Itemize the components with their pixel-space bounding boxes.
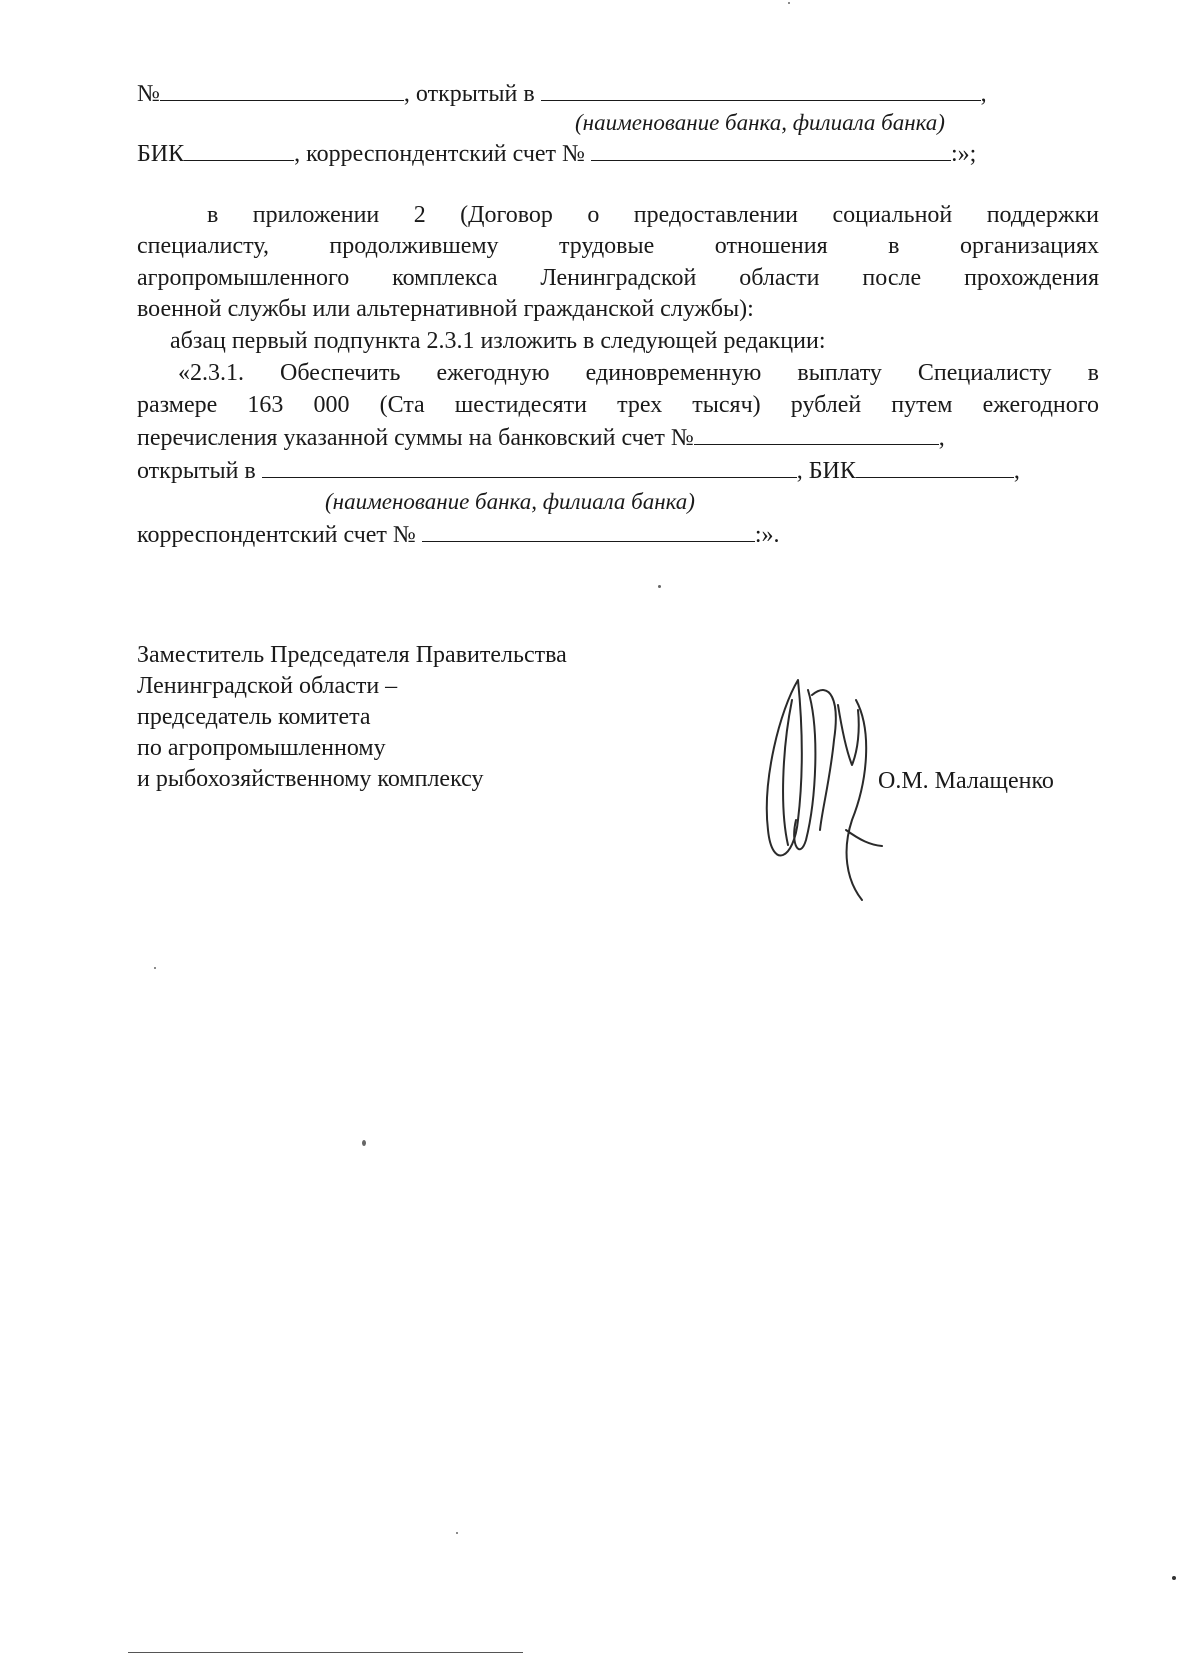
account-number-blank [160, 78, 404, 101]
bik-label: БИК [137, 141, 185, 167]
signer-title-line-3: председатель комитета [137, 704, 371, 730]
signer-name: О.М. Малащенко [878, 768, 1054, 794]
bank-hint: (наименование банка, филиала банка) [575, 110, 945, 135]
scan-speck [788, 2, 790, 4]
account-no-prefix: № [137, 81, 160, 107]
account-number-line [137, 78, 987, 109]
bank-name-blank [541, 78, 981, 101]
clause-line-1: «2.3.1. Обеспечить ежегодную единовременную выплату Специалисту в [178, 360, 1099, 386]
clause-opened-line [137, 455, 1020, 486]
clause-account-blank [694, 422, 939, 445]
clause-line-2: размере 163 000 (Ста шестидесяти трех тысяч) рублей путем ежегодного [137, 392, 1099, 418]
appendix-line-3: агропромышленного комплекса Ленинградской области после прохождения [137, 265, 1099, 291]
appendix-line-1: в приложении 2 (Договор о предоставлении социальной поддержки [207, 202, 1099, 228]
signer-title-line-1: Заместитель Председателя Правительства [137, 642, 567, 668]
corr-account-label: , корреспондентский счет № [294, 141, 585, 167]
trailing-comma: , [980, 81, 987, 107]
paragraph-intro: абзац первый подпункта 2.3.1 изложить в следующей редакции: [170, 328, 826, 354]
clause-line-3-end: , [938, 425, 945, 451]
clause-corr-label: корреспондентский счет № [137, 522, 416, 548]
corr-account-blank [591, 138, 951, 161]
clause-opened-in: открытый в [137, 458, 256, 484]
clause-bank-hint: (наименование банка, филиала банка) [325, 489, 695, 514]
clause-corr-blank [422, 519, 755, 542]
clause-bik-end: , [1013, 458, 1020, 484]
appendix-line-2: специалисту, продолжившему трудовые отношения в организациях [137, 233, 1099, 259]
bik-line [137, 138, 976, 169]
clause-line-3 [137, 422, 945, 453]
scan-speck [456, 1532, 458, 1534]
clause-bik-blank [856, 455, 1014, 478]
scan-speck [658, 585, 661, 588]
opened-in-label: , открытый в [403, 81, 535, 107]
footer-rule [128, 1652, 523, 1653]
signer-title-line-5: и рыбохозяйственному комплексу [137, 766, 484, 792]
clause-corr-line [137, 519, 779, 550]
clause-bank-blank [262, 455, 797, 478]
appendix-line-4: военной службы или альтернативной гражданской службы): [137, 296, 754, 322]
signer-title-line-4: по агропромышленному [137, 735, 386, 761]
signer-title-line-2: Ленинградской области – [137, 673, 398, 699]
bik-blank [184, 138, 294, 161]
clause-bik-label: , БИК [796, 458, 856, 484]
scan-speck [154, 967, 156, 969]
scan-speck [1172, 1576, 1176, 1580]
end-mark: :»; [950, 141, 977, 167]
clause-end: :». [754, 522, 780, 548]
signature-title-block [137, 640, 567, 795]
clause-line-3-text: перечисления указанной суммы на банковский счет № [137, 425, 694, 451]
scan-speck [362, 1140, 366, 1146]
